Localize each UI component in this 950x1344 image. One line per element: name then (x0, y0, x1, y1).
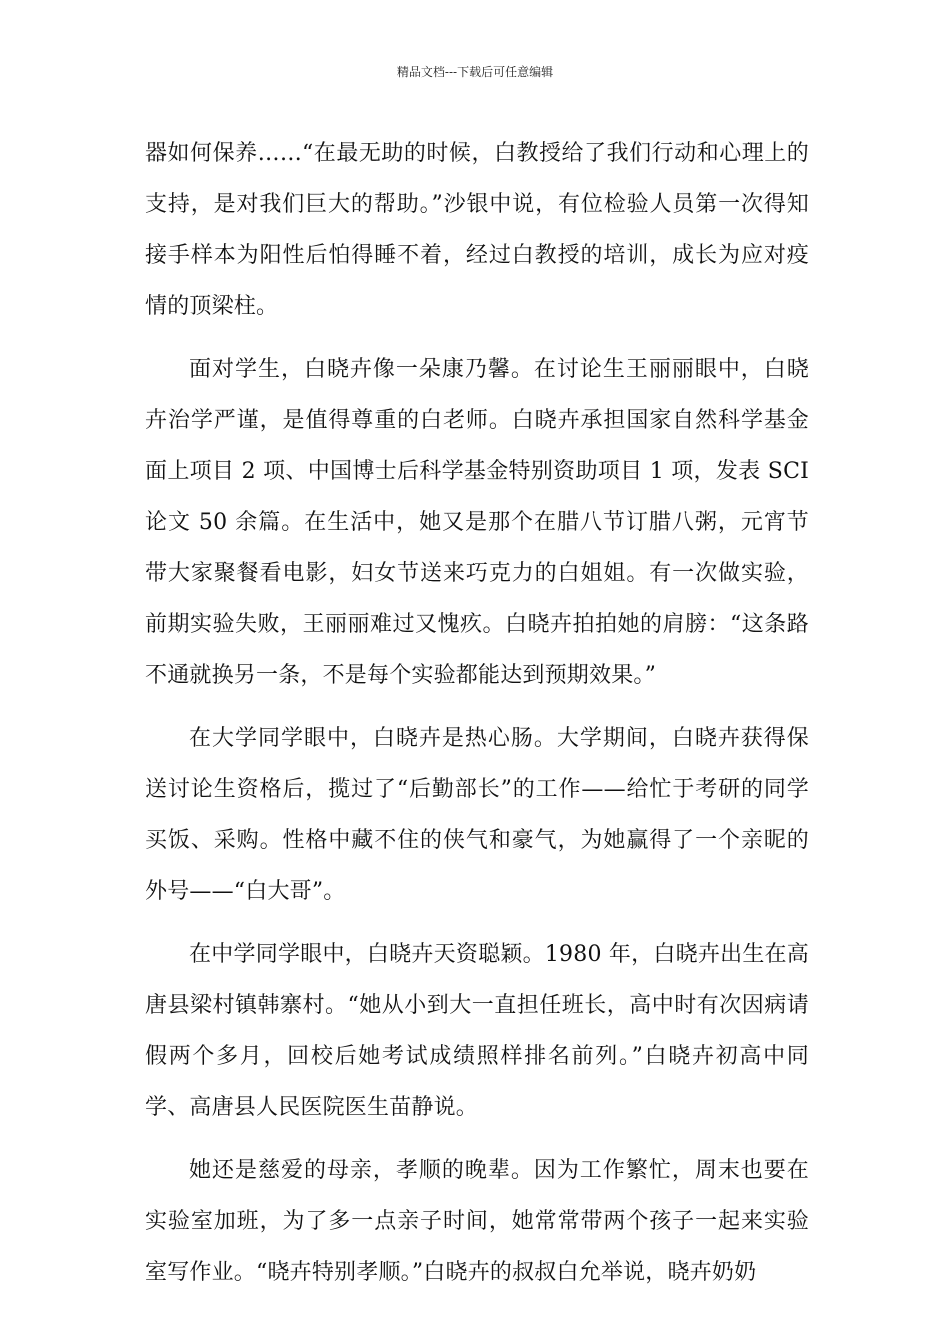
paragraph-students: 面对学生，白晓卉像一朵康乃馨。在讨论生王丽丽眼中，白晓卉治学严谨，是值得尊重的白老师。白晓卉承担国家自然科学基金面上项目 2 项、中国博士后科学基金特别资助项目 1 项，发表 SCI 论文 50 余篇。在生活中，她又是那个在腊八节订腊八粥，元宵节带大家聚餐看电影，妇女节送来巧克力的白姐姐。有一次做实验，前期实验失败，王丽丽难过又愧疚。白晓卉拍拍她的肩膀：“这条路不通就换另一条，不是每个实验都能达到预期效果。” (145, 357, 809, 688)
paragraph-mother: 她还是慈爱的母亲，孝顺的晚辈。因为工作繁忙，周末也要在实验室加班，为了多一点亲子时间，她常常带两个孩子一起来实验室写作业。“晓卉特别孝顺。”白晓卉的叔叔白允举说，晓卉奶奶 (145, 1158, 809, 1285)
document-body (145, 128, 809, 1310)
paragraph-continuation: 器如何保养……“在最无助的时候，白教授给了我们行动和心理上的支持，是对我们巨大的帮助。”沙银中说，有位检验人员第一次得知接手样本为阳性后怕得睡不着，经过白教授的培训，成长为应对疫情的顶梁柱。 (145, 141, 809, 319)
paragraph-middle-school-classmates: 在中学同学眼中，白晓卉天资聪颖。1980 年，白晓卉出生在高唐县梁村镇韩寨村。“她从小到大一直担任班长，高中时有次因病请假两个多月，回校后她考试成绩照样排名前列。”白晓卉初高中同学、高唐县人民医院医生苗静说。 (145, 942, 809, 1120)
page-header-watermark: 精品文档---下载后可任意编辑 (396, 65, 554, 79)
paragraph-university-classmates: 在大学同学眼中，白晓卉是热心肠。大学期间，白晓卉获得保送讨论生资格后，揽过了“后勤部长”的工作——给忙于考研的同学买饭、采购。性格中藏不住的侠气和豪气，为她赢得了一个亲昵的外号——“白大哥”。 (145, 726, 809, 904)
